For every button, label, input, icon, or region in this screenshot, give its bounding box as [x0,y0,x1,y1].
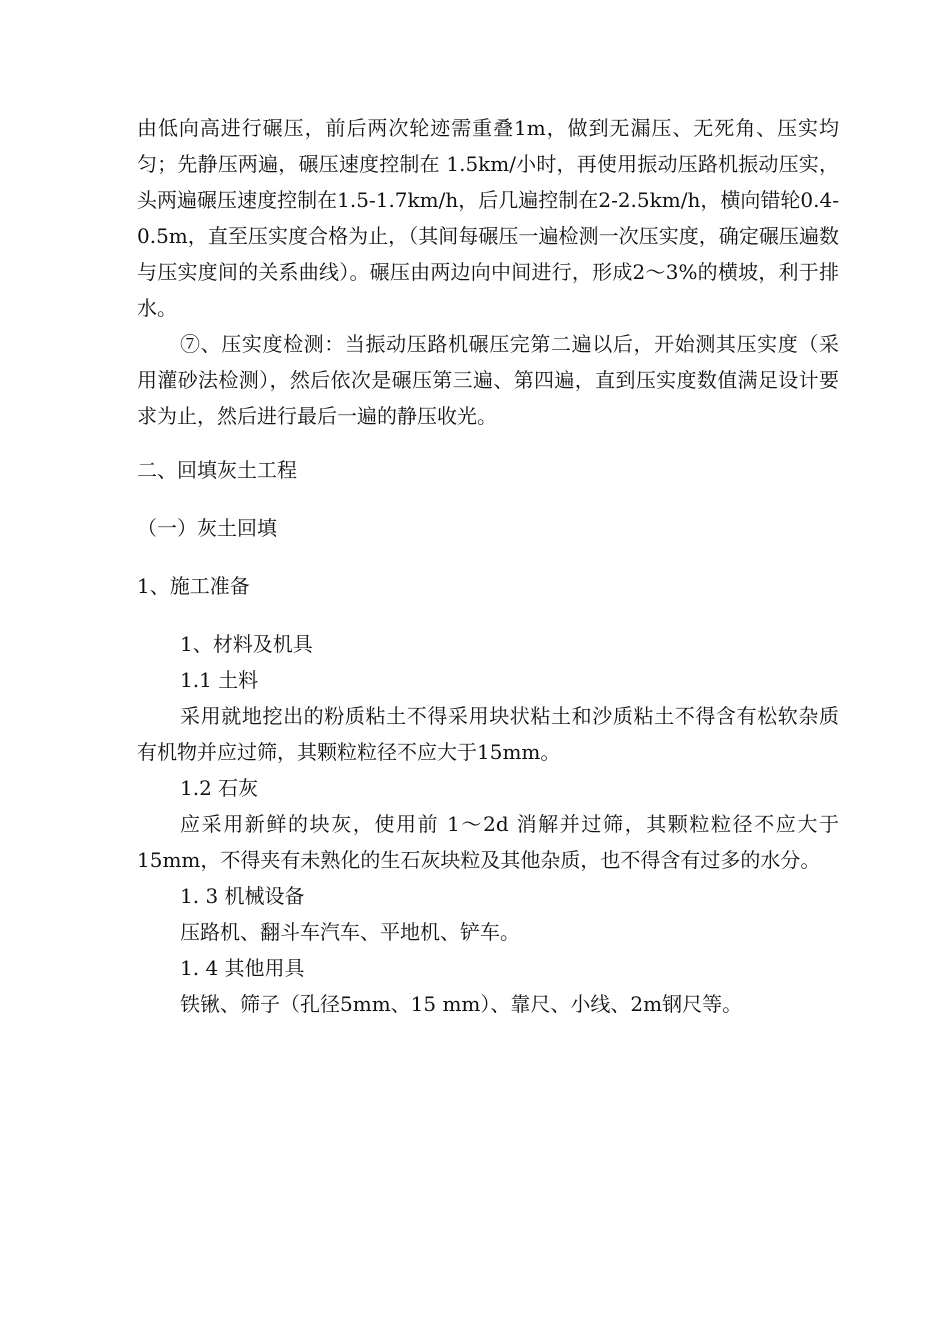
subheading-other-tools: 1. 4 其他用具 [180,956,305,980]
text-tools-list: 铁锹、筛子（孔径5mm、15 mm）、靠尺、小线、2m钢尺等。 [180,992,743,1016]
document-body [137,110,839,1022]
text-equipment-list: 压路机、翻斗车汽车、平地机、铲车。 [180,920,520,944]
section-heading-lime-soil-backfill: 二、回填灰土工程 [137,458,297,482]
paragraph-soil-material: 采用就地挖出的粉质粘土不得采用块状粘土和沙质粘土不得含有松软杂质有机物并应过筛，其颗粒粒径不应大于15mm。 [137,704,839,764]
subheading-mechanical-equipment: 1. 3 机械设备 [180,884,305,908]
paragraph-compaction-testing: ⑦、压实度检测：当振动压路机碾压完第二遍以后，开始测其压实度（采用灌砂法检测），然后依次是碾压第三遍、第四遍，直到压实度数值满足设计要求为止，然后进行最后一遍的静压收光。 [137,332,839,428]
subheading-soil-material: 1.1 土料 [180,668,259,692]
heading-construction-preparation: 1、施工准备 [137,574,250,598]
paragraph-compaction-process: 由低向高进行碾压，前后两次轮迹需重叠1m，做到无漏压、无死角、压实均匀；先静压两遍，碾压速度控制在 1.5km/小时，再使用振动压路机振动压实，头两遍碾压速度控制在1.5-1.7km/h，后几遍控制在2-2.5km/h，横向错轮0.4-0.5m，直至压实度合格为止，（其间每碾压一遍检测一次压实度，确定碾压遍数与压实度间的关系曲线）。碾压由两边向中间进行，形成2～3%的横坡，利于排水。 [137,116,839,320]
paragraph-lime: 应采用新鲜的块灰，使用前 1～2d 消解并过筛，其颗粒粒径不应大于15mm，不得夹有未熟化的生石灰块粒及其他杂质，也不得含有过多的水分。 [137,812,839,872]
subsection-heading-lime-soil-fill: （一）灰土回填 [137,516,277,540]
subheading-lime: 1.2 石灰 [180,776,259,800]
subheading-materials-and-tools: 1、材料及机具 [180,632,313,656]
